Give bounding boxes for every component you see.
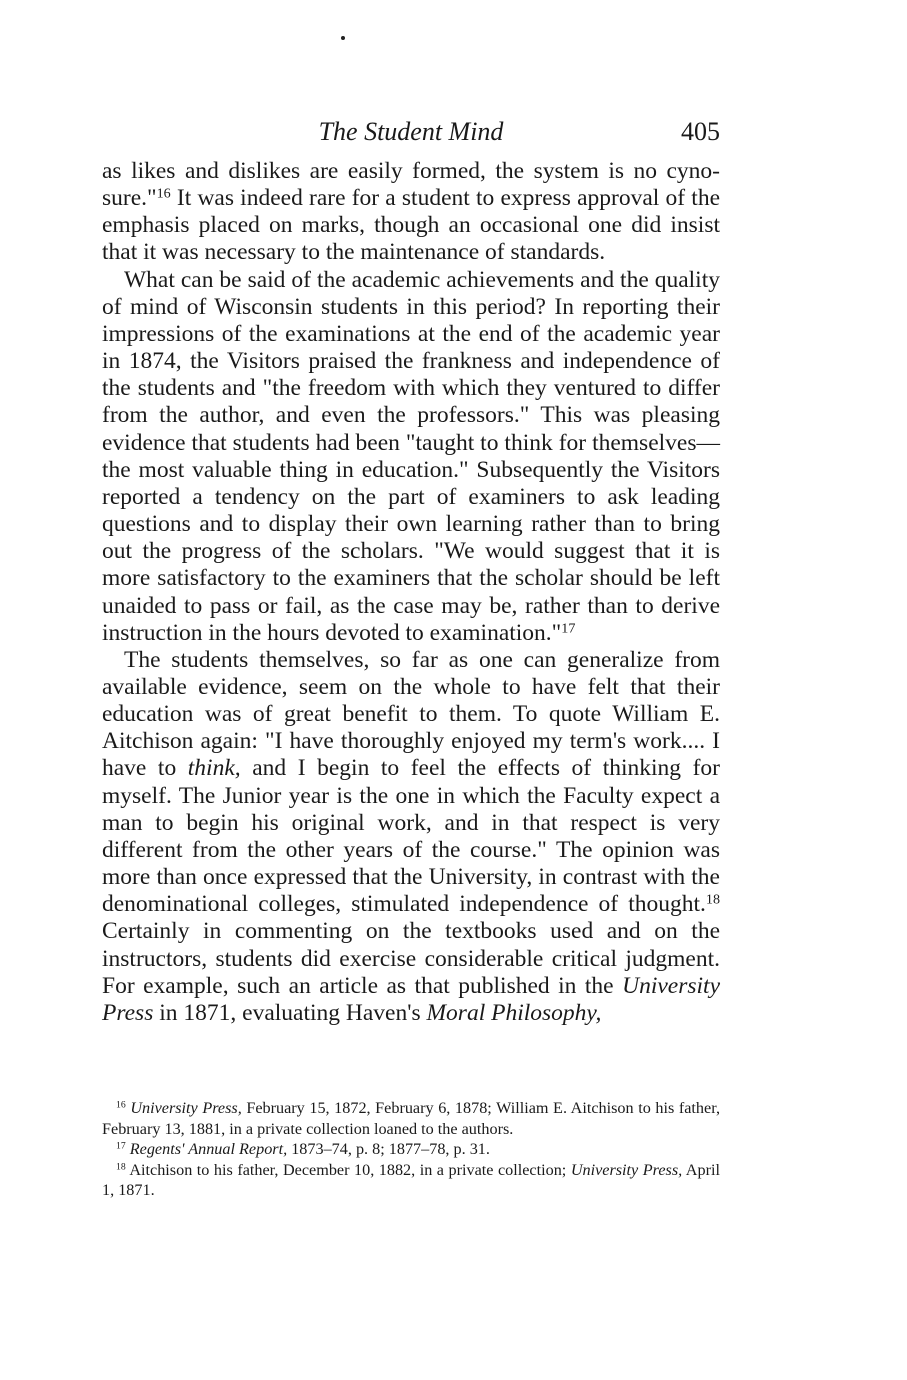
footnote-ref-16: 16 <box>156 185 171 202</box>
footnote-number: 17 <box>116 1140 126 1152</box>
footnote-italic: University Press, <box>570 1160 683 1179</box>
paragraph-1-text-b: It was indeed rare for a student to express approval of the emphasis placed on marks, though an occasional one did insist that it was necessary to the maintenance of standards. <box>102 185 720 266</box>
emphasis-moral-philosophy: Moral Philosophy, <box>426 999 602 1026</box>
paragraph-3-text-c: Certainly in commenting on the textbooks used and on the instructors, students did exercise considerable critical judgment. For example, such an article as that published in the <box>102 918 720 999</box>
paragraph-2-text: What can be said of the academic achievements and the quality of mind of Wisconsin students in this period? In reporting their impressions of the examinations at the end of the academic year in 1874, the Visitors praised the frankness and independence of the students and "the freedom with which they ventured to differ from the author, and even the professors." This was pleasing evidence that students had been "taught to think for themselves—the most valuable thing in education." Subsequently the Visitors reported a tendency on the part of examiners to ask leading questions and to display their own learning rather than to bring out the progress of the scholars. "We would suggest that it is more satisfactory to the examiners that the scholar should be left unaided to pass or fail, as the case may be, rather than to derive instruction in the hours devoted to examination." <box>102 266 720 646</box>
footnote-18 <box>102 1160 720 1201</box>
footnote-ref-17: 17 <box>561 619 576 636</box>
paragraph-3 <box>102 647 720 1027</box>
footnote-text: 1873–74, p. 8; 1877–78, p. 31. <box>287 1140 490 1158</box>
paragraph-1-text-a: as likes and dislikes are easily formed, the system is no cynosure." <box>102 158 720 212</box>
footnote-17 <box>102 1139 720 1160</box>
emphasis-think: think, <box>187 755 241 782</box>
paragraph-3-text-d: in 1871, evaluating Haven's <box>153 999 427 1026</box>
footnote-text: February 15, 1872, February 6, 1878; William E. Aitchison to his father, February 13, 1881, in a private collection loaned to the authors. <box>102 1099 720 1138</box>
emphasis-university-press: University Press <box>102 972 720 1026</box>
footnote-text: April 1, 1871. <box>102 1160 720 1199</box>
stray-mark-dot <box>341 36 345 40</box>
paragraph-3-text-a: The students themselves, so far as one can generalize from available evidence, seem on the whole to have felt that their education was of great benefit to them. To quote William E. Aitchison again: "I have thoroughly enjoyed my term's work.... I have to <box>102 646 720 782</box>
footnote-number: 16 <box>116 1099 126 1111</box>
paragraph-3-text-b: and I begin to feel the effects of thinking for myself. The Junior year is the one in which the Faculty expect a man to begin his original work, and in that respect is very different from the other years of the course." The opinion was more than once expressed that the University, in contrast with the denominational colleges, stimulated independence of thought. <box>102 755 720 918</box>
footnote-italic: Regents' Annual Report, <box>129 1140 288 1158</box>
running-header <box>102 115 720 151</box>
paragraph-1 <box>102 158 720 267</box>
footnotes <box>102 1098 720 1201</box>
page-number: 405 <box>681 117 720 146</box>
running-title: The Student Mind <box>318 117 504 146</box>
paragraph-2 <box>102 267 720 647</box>
main-text <box>102 158 720 1027</box>
footnote-italic: University Press, <box>130 1099 242 1117</box>
footnote-16 <box>102 1098 720 1139</box>
footnote-text: Aitchison to his father, December 10, 1882, in a private collection; <box>125 1160 571 1179</box>
footnote-ref-18: 18 <box>705 891 720 908</box>
footnote-number: 18 <box>116 1161 126 1173</box>
